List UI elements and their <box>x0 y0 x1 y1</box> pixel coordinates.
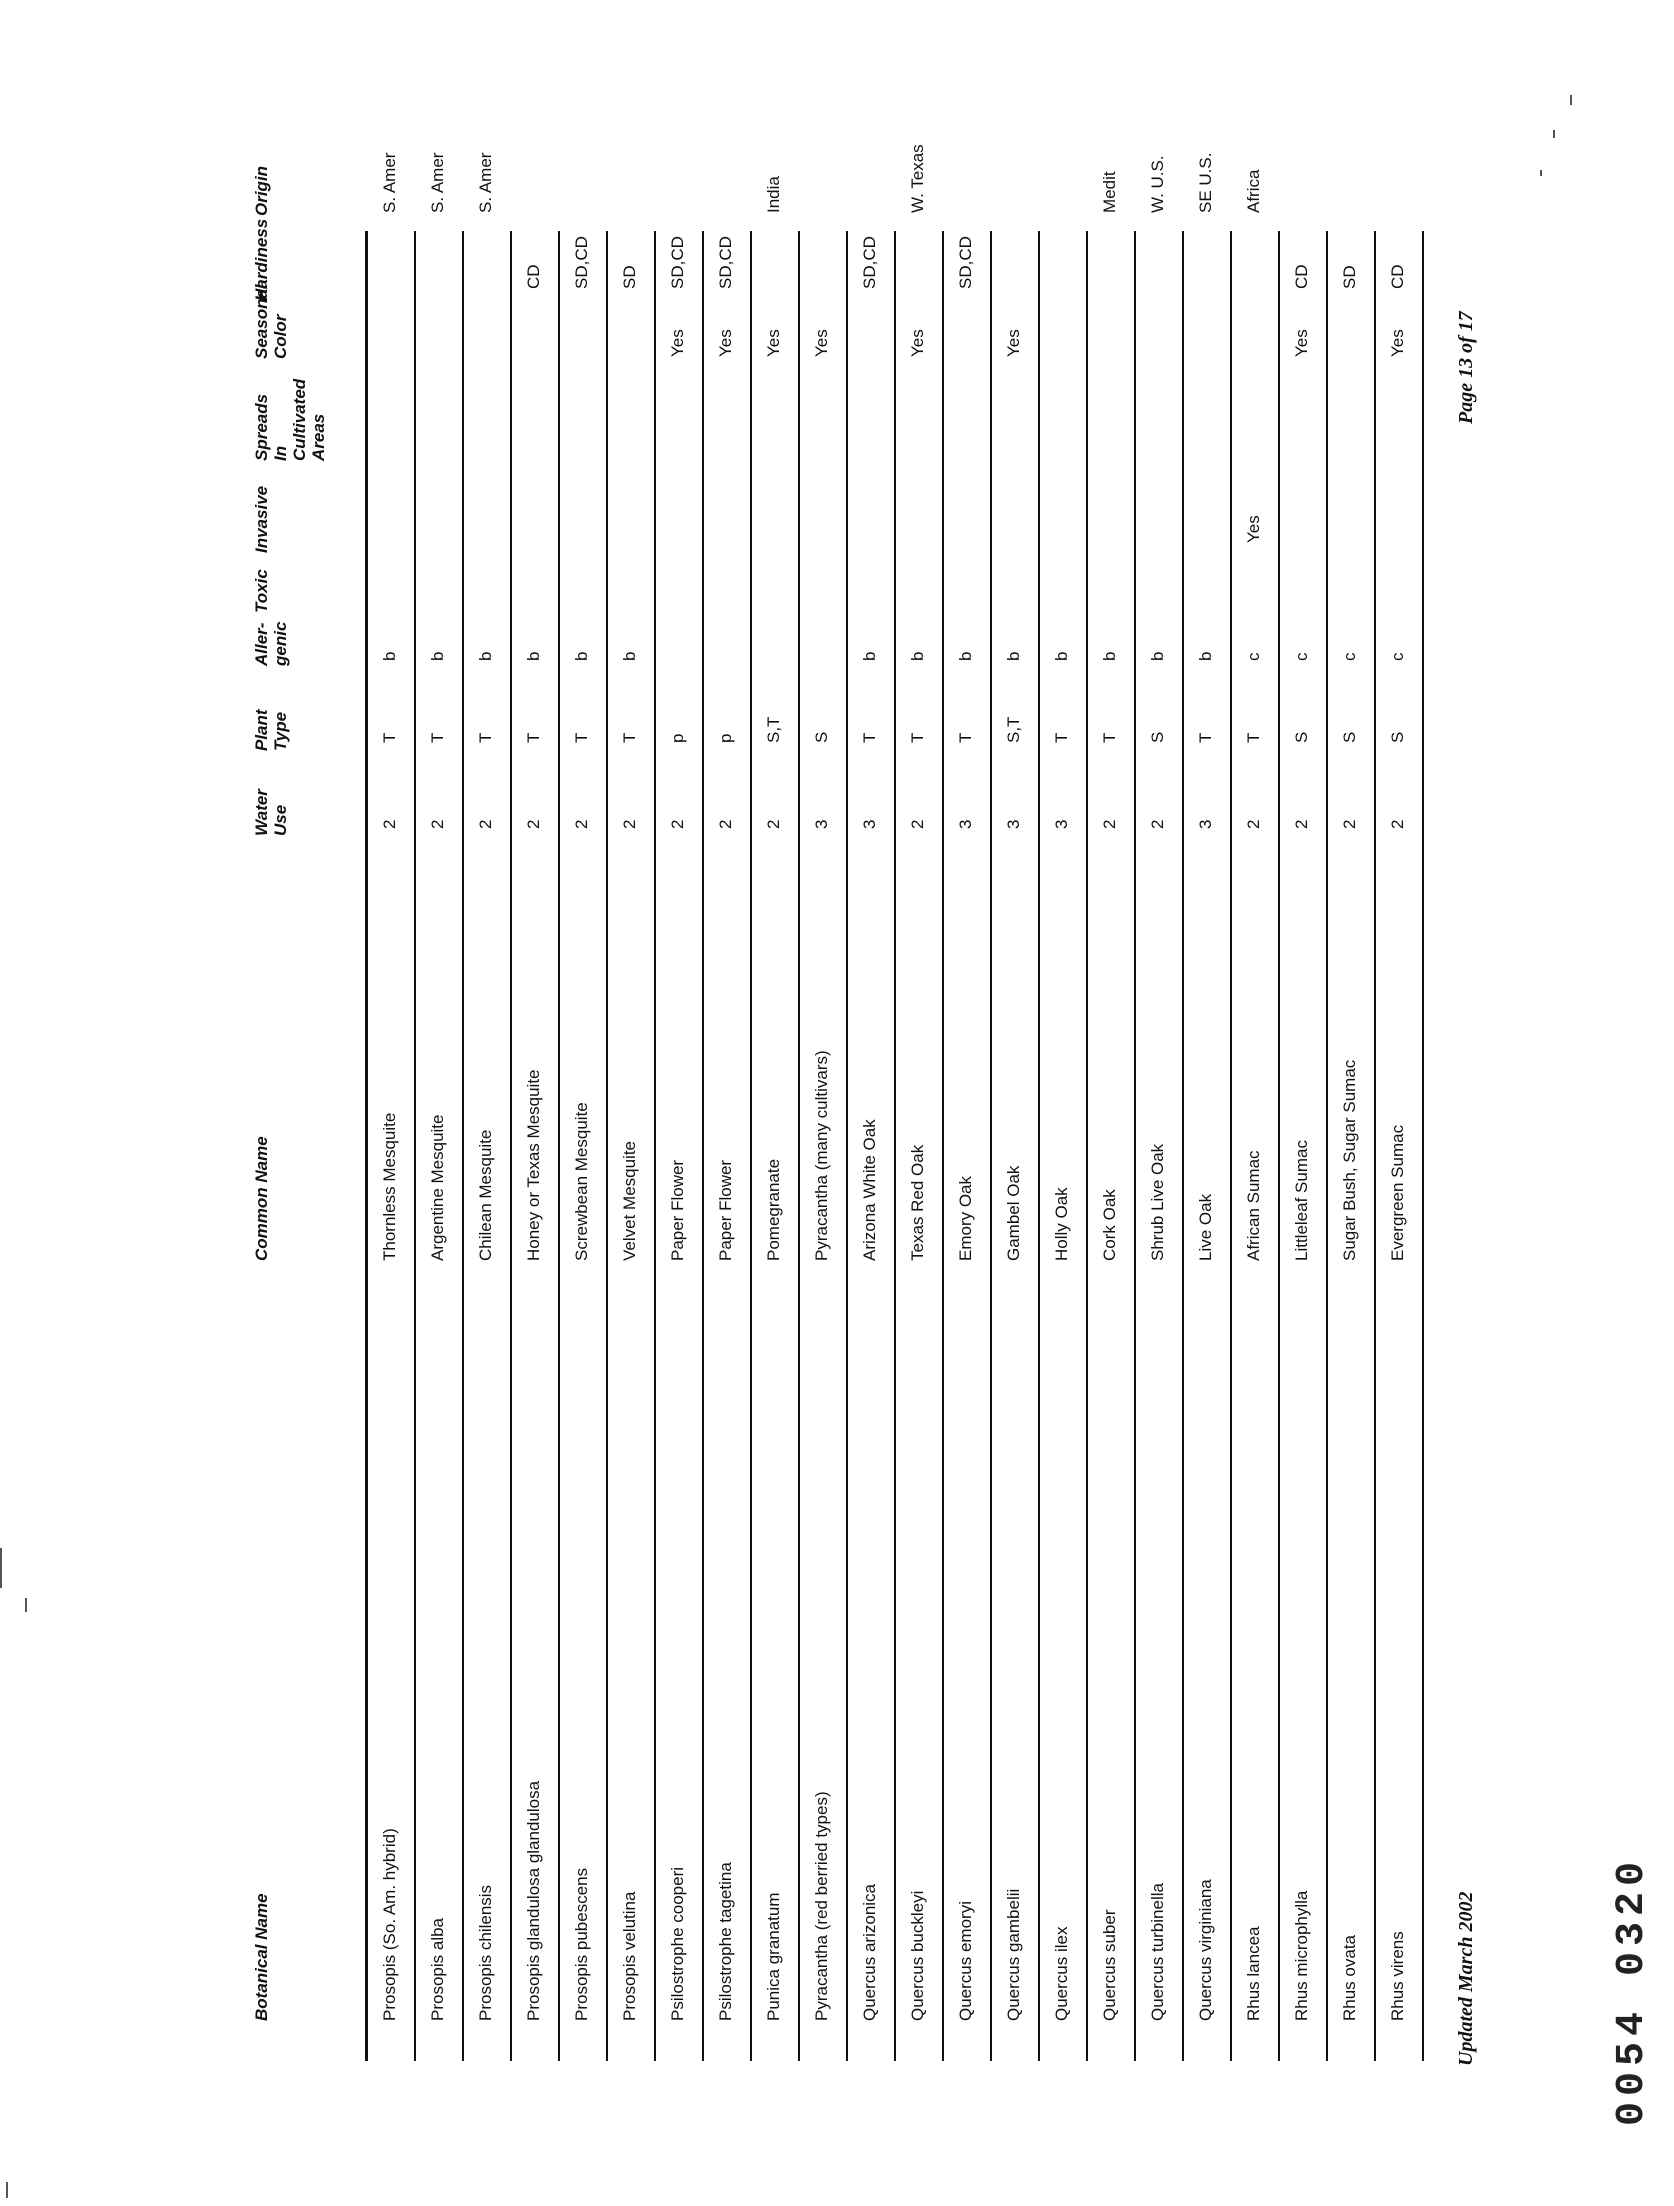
cell-plant-type: p <box>668 733 687 743</box>
cell-hardiness: SD,CD <box>956 236 975 289</box>
header-origin: Origin <box>252 165 271 216</box>
cell-plant-type: S,T <box>1004 716 1023 743</box>
cell-common-name: Arizona White Oak <box>860 1119 879 1261</box>
cell-botanical-name: Quercus gambelii <box>1004 1888 1023 2021</box>
table-row <box>464 152 512 2061</box>
cell-plant-type: T <box>1052 732 1071 743</box>
cell-botanical-name: Psilostrophe cooperi <box>668 1866 687 2021</box>
cell-plant-type: T <box>1244 732 1263 743</box>
cell-allergenic: c <box>1244 652 1263 661</box>
cell-allergenic: c <box>1292 652 1311 661</box>
table-row <box>752 176 800 2061</box>
cell-seasonal-color: Yes <box>668 329 687 357</box>
cell-water-use: 3 <box>956 819 975 829</box>
table-row <box>416 152 464 2061</box>
cell-origin: Africa <box>1244 169 1263 213</box>
cell-plant-type: S <box>1340 731 1359 743</box>
cell-allergenic: c <box>1340 652 1359 661</box>
cell-allergenic: b <box>1100 651 1119 661</box>
table-row <box>1376 231 1424 2061</box>
cell-origin: Medit <box>1100 171 1119 213</box>
cell-plant-type: T <box>956 732 975 743</box>
cell-seasonal-color: Yes <box>764 329 783 357</box>
cell-allergenic: b <box>428 651 447 661</box>
cell-origin: S. Amer <box>476 152 495 213</box>
cell-plant-type: T <box>1100 732 1119 743</box>
cell-plant-type: S <box>812 731 831 743</box>
cell-allergenic: b <box>860 651 879 661</box>
cell-origin: SE U.S. <box>1196 152 1215 213</box>
cell-plant-type: p <box>716 733 735 743</box>
table-row <box>1040 231 1088 2061</box>
cell-botanical-name: Prosopis pubescens <box>572 1867 591 2021</box>
table-row <box>944 231 992 2061</box>
cell-botanical-name: Quercus ilex <box>1052 1926 1071 2021</box>
table-row <box>656 231 704 2061</box>
cell-botanical-name: Rhus microphylla <box>1292 1890 1311 2021</box>
header-hardiness: Hardiness <box>252 218 271 301</box>
table-row <box>608 231 656 2061</box>
cell-common-name: Shrub Live Oak <box>1148 1143 1167 1261</box>
plant-table <box>230 144 1424 2061</box>
document-stamp: 0054 0320 <box>1610 1855 1655 2126</box>
cell-plant-type: T <box>476 732 495 743</box>
cell-hardiness: CD <box>524 264 543 289</box>
table-row <box>368 152 416 2061</box>
cell-hardiness: SD,CD <box>860 236 879 289</box>
scan-mark <box>1540 170 1542 176</box>
cell-seasonal-color: Yes <box>1004 329 1023 357</box>
cell-botanical-name: Prosopis (So. Am. hybrid) <box>380 1828 399 2021</box>
table-row <box>1328 231 1376 2061</box>
cell-allergenic: b <box>620 651 639 661</box>
cell-water-use: 3 <box>1052 819 1071 829</box>
cell-botanical-name: Quercus buckleyi <box>908 1890 927 2021</box>
header-invasive: Invasive <box>252 485 271 553</box>
cell-botanical-name: Quercus arizonica <box>860 1883 879 2021</box>
table-row <box>896 144 944 2061</box>
table-row <box>560 231 608 2061</box>
cell-seasonal-color: Yes <box>1292 329 1311 357</box>
cell-hardiness: SD <box>620 265 639 289</box>
table-row <box>1088 171 1136 2061</box>
cell-botanical-name: Rhus lancea <box>1244 1926 1263 2021</box>
cell-hardiness: SD,CD <box>668 236 687 289</box>
cell-common-name: Pomegranate <box>764 1158 783 1261</box>
cell-common-name: Thornless Mesquite <box>380 1112 399 1261</box>
cell-plant-type: T <box>524 732 543 743</box>
cell-plant-type: T <box>860 732 879 743</box>
table-row <box>704 231 752 2061</box>
scan-mark <box>1570 95 1572 105</box>
cell-water-use: 3 <box>812 819 831 829</box>
table-row <box>1136 155 1184 2061</box>
cell-common-name: African Sumac <box>1244 1150 1263 1261</box>
cell-invasive: Yes <box>1244 515 1263 543</box>
cell-allergenic: b <box>1004 651 1023 661</box>
header-botanical-name: Botanical Name <box>252 1893 271 2021</box>
cell-common-name: Cork Oak <box>1100 1189 1119 1261</box>
table-row <box>1280 231 1328 2061</box>
cell-allergenic: b <box>1196 651 1215 661</box>
cell-common-name: Emory Oak <box>956 1175 975 1261</box>
cell-common-name: Screwbean Mesquite <box>572 1102 591 1261</box>
cell-allergenic: b <box>1148 651 1167 661</box>
cell-origin: India <box>764 176 783 213</box>
cell-allergenic: b <box>380 651 399 661</box>
cell-water-use: 2 <box>668 819 687 829</box>
cell-botanical-name: Prosopis chilensis <box>476 1884 495 2021</box>
cell-hardiness: CD <box>1388 264 1407 289</box>
cell-plant-type: S <box>1292 731 1311 743</box>
cell-botanical-name: Quercus turbinella <box>1148 1883 1167 2021</box>
cell-water-use: 2 <box>1148 819 1167 829</box>
cell-allergenic: b <box>956 651 975 661</box>
cell-allergenic: b <box>524 651 543 661</box>
cell-water-use: 2 <box>764 819 783 829</box>
cell-plant-type: S,T <box>764 716 783 743</box>
cell-origin: S. Amer <box>428 152 447 213</box>
table-row <box>1184 152 1232 2061</box>
cell-allergenic: b <box>476 651 495 661</box>
cell-common-name: Sugar Bush, Sugar Sumac <box>1340 1059 1359 1261</box>
cell-water-use: 3 <box>1004 819 1023 829</box>
cell-allergenic: b <box>572 651 591 661</box>
cell-water-use: 3 <box>860 819 879 829</box>
cell-water-use: 2 <box>380 819 399 829</box>
header-toxic: Toxic <box>252 569 271 613</box>
cell-hardiness: SD,CD <box>572 236 591 289</box>
cell-plant-type: T <box>908 732 927 743</box>
cell-origin: W. Texas <box>908 144 927 213</box>
cell-plant-type: S <box>1388 731 1407 743</box>
cell-hardiness: SD <box>1340 265 1359 289</box>
scan-mark <box>0 1548 2 1588</box>
cell-common-name: Chilean Mesquite <box>476 1129 495 1261</box>
cell-common-name: Velvet Mesquite <box>620 1140 639 1261</box>
cell-allergenic: c <box>1388 652 1407 661</box>
cell-origin: S. Amer <box>380 152 399 213</box>
cell-water-use: 2 <box>428 819 447 829</box>
cell-hardiness: CD <box>1292 264 1311 289</box>
cell-allergenic: b <box>1052 651 1071 661</box>
header-water-use: Water Use <box>252 789 290 836</box>
table-body <box>368 144 1424 2061</box>
cell-common-name: Evergreen Sumac <box>1388 1124 1407 1261</box>
cell-botanical-name: Quercus virginiana <box>1196 1879 1215 2021</box>
table-row <box>848 231 896 2061</box>
table-row <box>992 231 1040 2061</box>
cell-seasonal-color: Yes <box>1388 329 1407 357</box>
cell-water-use: 2 <box>1244 819 1263 829</box>
cell-water-use: 2 <box>1388 819 1407 829</box>
scan-mark <box>6 2182 8 2198</box>
cell-common-name: Holly Oak <box>1052 1187 1071 1261</box>
updated-date: Updated March 2002 <box>1455 1891 1477 2066</box>
cell-seasonal-color: Yes <box>812 329 831 357</box>
cell-common-name: Live Oak <box>1196 1193 1215 1261</box>
cell-common-name: Gambel Oak <box>1004 1165 1023 1261</box>
cell-common-name: Littleleaf Sumac <box>1292 1140 1311 1261</box>
scan-mark <box>1553 130 1555 138</box>
table-row <box>512 231 560 2061</box>
cell-common-name: Texas Red Oak <box>908 1144 927 1261</box>
cell-botanical-name: Pyracantha (red berried types) <box>812 1791 831 2021</box>
cell-water-use: 2 <box>716 819 735 829</box>
header-common-name: Common Name <box>252 1136 271 1261</box>
cell-allergenic: b <box>908 651 927 661</box>
table-row <box>1232 169 1280 2061</box>
cell-water-use: 2 <box>476 819 495 829</box>
header-seasonal-color: Seasonal Color <box>252 284 290 359</box>
cell-water-use: 2 <box>572 819 591 829</box>
cell-botanical-name: Quercus suber <box>1100 1909 1119 2021</box>
cell-botanical-name: Prosopis glandulosa glandulosa <box>524 1780 543 2021</box>
cell-plant-type: T <box>1196 732 1215 743</box>
scan-mark <box>25 1598 27 1612</box>
cell-water-use: 2 <box>524 819 543 829</box>
cell-plant-type: T <box>428 732 447 743</box>
cell-water-use: 2 <box>1292 819 1311 829</box>
cell-water-use: 2 <box>1340 819 1359 829</box>
table-header <box>230 165 368 2061</box>
cell-common-name: Pyracantha (many cultivars) <box>812 1050 831 1261</box>
cell-water-use: 2 <box>908 819 927 829</box>
cell-water-use: 2 <box>1100 819 1119 829</box>
page-number: Page 13 of 17 <box>1455 311 1477 424</box>
cell-botanical-name: Prosopis velutina <box>620 1891 639 2021</box>
cell-plant-type: T <box>620 732 639 743</box>
cell-plant-type: T <box>572 732 591 743</box>
header-allergenic: Aller- genic <box>252 621 290 666</box>
cell-common-name: Honey or Texas Mesquite <box>524 1069 543 1261</box>
header-plant-type: Plant Type <box>252 709 290 751</box>
cell-common-name: Paper Flower <box>716 1159 735 1261</box>
cell-hardiness: SD,CD <box>716 236 735 289</box>
cell-common-name: Argentine Mesquite <box>428 1114 447 1261</box>
cell-botanical-name: Rhus virens <box>1388 1931 1407 2021</box>
cell-plant-type: T <box>380 732 399 743</box>
cell-botanical-name: Prosopis alba <box>428 1917 447 2021</box>
cell-seasonal-color: Yes <box>908 329 927 357</box>
cell-origin: W. U.S. <box>1148 155 1167 213</box>
cell-botanical-name: Quercus emoryi <box>956 1901 975 2021</box>
cell-common-name: Paper Flower <box>668 1159 687 1261</box>
cell-water-use: 3 <box>1196 819 1215 829</box>
cell-seasonal-color: Yes <box>716 329 735 357</box>
cell-botanical-name: Rhus ovata <box>1340 1935 1359 2021</box>
table-row <box>800 231 848 2061</box>
header-spreads: Spreads In Cultivated Areas <box>252 378 328 461</box>
cell-botanical-name: Punica granatum <box>764 1892 783 2021</box>
cell-botanical-name: Psilostrophe tagetina <box>716 1862 735 2021</box>
cell-water-use: 2 <box>620 819 639 829</box>
cell-plant-type: S <box>1148 731 1167 743</box>
